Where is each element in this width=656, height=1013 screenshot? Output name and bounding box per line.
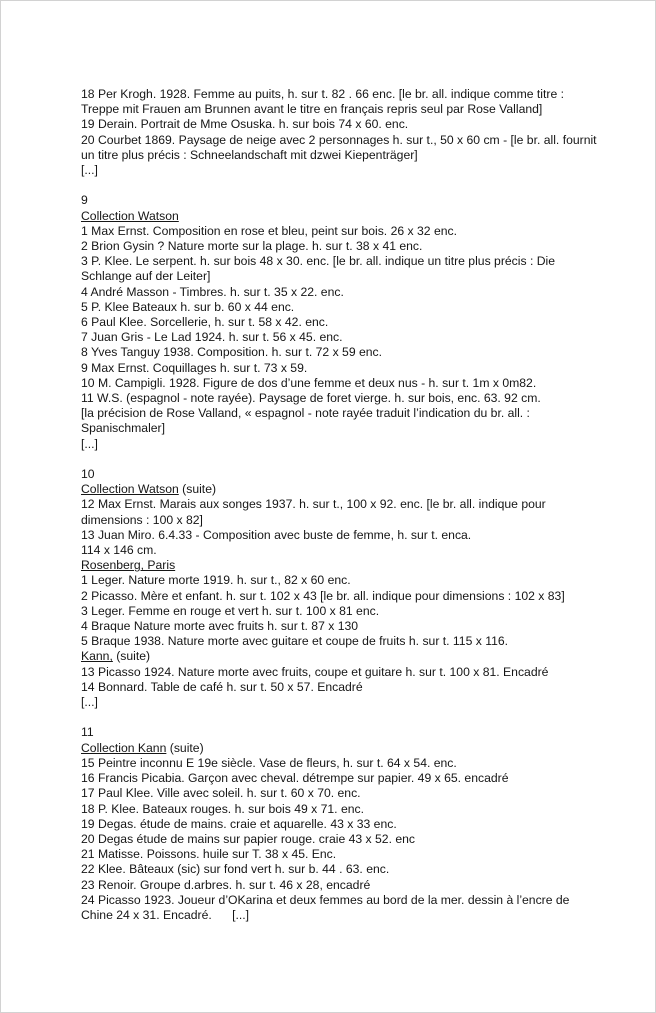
- text-line: Treppe mit Frauen am Brunnen avant le titre en français repris seul par Rose Valland]: [81, 102, 543, 117]
- collection-heading: Collection Watson: [81, 482, 179, 497]
- page-number: 11: [81, 725, 94, 740]
- text-line: 114 x 146 cm.: [81, 543, 157, 558]
- text-line: 5 Braque 1938. Nature morte avec guitare et coupe de fruits h. sur t. 115 x 116.: [81, 634, 509, 649]
- section-page-10: [81, 467, 647, 710]
- text-line: 5 P. Klee Bateaux h. sur b. 60 x 44 enc.: [81, 299, 295, 314]
- text-line: 4 Braque Nature morte avec fruits h. sur t. 87 x 130: [81, 619, 359, 634]
- ellipsis: [...]: [81, 695, 98, 710]
- text-line: 1 Leger. Nature morte 1919. h. sur t., 82 x 60 enc.: [81, 573, 351, 588]
- text-line: 6 Paul Klee. Sorcellerie, h. sur t. 58 x 42. enc.: [81, 315, 329, 330]
- text-line: 9 Max Ernst. Coquillages h. sur t. 73 x 59.: [81, 360, 308, 375]
- text-line: 4 André Masson - Timbres. h. sur t. 35 x 22. enc.: [81, 284, 344, 299]
- text-line: un titre plus précis : Schneelandschaft mit dzwei Kiepenträger]: [81, 147, 418, 162]
- collection-heading-row: [81, 649, 647, 664]
- text-line: 15 Peintre inconnu E 19e siècle. Vase de fleurs, h. sur t. 64 x 54. enc.: [81, 755, 457, 770]
- text-line: 18 Per Krogh. 1928. Femme au puits, h. sur t. 82 . 66 enc. [le br. all. indique comme titre :: [81, 87, 565, 101]
- text-line: dimensions : 100 x 82]: [81, 512, 203, 527]
- section-continuation: [81, 87, 647, 178]
- ellipsis: [...]: [81, 436, 98, 451]
- text-line: 2 Picasso. Mère et enfant. h. sur t. 102 x 43 [le br. all. indique pour dimensions : 102 x 83]: [81, 588, 565, 603]
- heading-suffix: (suite): [112, 649, 151, 664]
- page-number: 10: [81, 467, 95, 482]
- text-line: 8 Yves Tanguy 1938. Composition. h. sur t. 72 x 59 enc.: [81, 345, 383, 360]
- collection-heading: Rosenberg, Paris: [81, 558, 176, 573]
- text-line: 18 P. Klee. Bateaux rouges. h. sur bois 49 x 71. enc.: [81, 801, 364, 816]
- text-line: 3 P. Klee. Le serpent. h. sur bois 48 x 30. enc. [le br. all. indique un titre plus précis : Die: [81, 254, 556, 269]
- text-line: 12 Max Ernst. Marais aux songes 1937. h. sur t., 100 x 92. enc. [le br. all. indique pour: [81, 497, 546, 512]
- text-line: 24 Picasso 1923. Joueur d’OKarina et deux femmes au bord de la mer. dessin à l’encre de: [81, 892, 570, 907]
- page-number: 9: [81, 193, 88, 208]
- text-line: 1 Max Ernst. Composition en rose et bleu, peint sur bois. 26 x 32 enc.: [81, 223, 457, 238]
- text-line: 23 Renoir. Groupe d.arbres. h. sur t. 46 x 28, encadré: [81, 877, 371, 892]
- text-line: [la précision de Rose Valland, « espagnol - note rayée traduit l’indication du br. all. :: [81, 406, 530, 421]
- text-line: 20 Courbet 1869. Paysage de neige avec 2 personnages h. sur t., 50 x 60 cm - [le br. all. fournit: [81, 132, 597, 147]
- text-line: 14 Bonnard. Table de café h. sur t. 50 x 57. Encadré: [81, 679, 363, 694]
- ellipsis: [...]: [81, 163, 98, 178]
- text-line: 2 Brion Gysin ? Nature morte sur la plage. h. sur t. 38 x 41 enc.: [81, 239, 423, 254]
- text-line: 13 Juan Miro. 6.4.33 - Composition avec buste de femme, h. sur t. enca.: [81, 527, 472, 542]
- text-line: 19 Derain. Portrait de Mme Osuska. h. sur bois 74 x 60. enc.: [81, 117, 409, 132]
- text-line: 19 Degas. étude de mains. craie et aquarelle. 43 x 33 enc.: [81, 816, 397, 831]
- text-line: 7 Juan Gris - Le Lad 1924. h. sur t. 56 x 45. enc.: [81, 330, 343, 345]
- text-line: 16 Francis Picabia. Garçon avec cheval. détrempe sur papier. 49 x 65. encadré: [81, 771, 509, 786]
- text-line: 17 Paul Klee. Ville avec soleil. h. sur t. 60 x 70. enc.: [81, 786, 361, 801]
- text-line: 3 Leger. Femme en rouge et vert h. sur t. 100 x 81 enc.: [81, 603, 380, 618]
- text-line: 13 Picasso 1924. Nature morte avec fruits, coupe et guitare h. sur t. 100 x 81. Encadré: [81, 664, 549, 679]
- section-page-11: [81, 725, 647, 923]
- text-line: 11 W.S. (espagnol - note rayée). Paysage de foret vierge. h. sur bois, enc. 63. 92 cm.: [81, 391, 541, 406]
- collection-heading-row: [81, 741, 647, 756]
- text-line: Spanischmaler]: [81, 421, 165, 436]
- collection-heading: Collection Kann: [81, 740, 167, 755]
- text-line: 22 Klee. Bâteaux (sic) sur fond vert h. sur b. 44 . 63. enc.: [81, 862, 390, 877]
- collection-heading: Collection Watson: [81, 208, 179, 223]
- heading-suffix: (suite): [166, 740, 204, 755]
- text-line: Schlange auf der Leiter]: [81, 269, 211, 284]
- collection-heading: Kann,: [81, 649, 113, 664]
- text-line: Chine 24 x 31. Encadré. [...]: [81, 907, 250, 922]
- document-body: [81, 87, 647, 938]
- heading-suffix: (suite): [178, 482, 217, 497]
- text-line: 10 M. Campigli. 1928. Figure de dos d’une femme et deux nus - h. sur t. 1m x 0m82.: [81, 375, 537, 390]
- text-line: 21 Matisse. Poissons. huile sur T. 38 x 45. Enc.: [81, 847, 337, 862]
- collection-heading-row: [81, 482, 647, 497]
- text-line: 20 Degas étude de mains sur papier rouge. craie 43 x 52. enc: [81, 831, 416, 846]
- section-page-9: [81, 193, 647, 451]
